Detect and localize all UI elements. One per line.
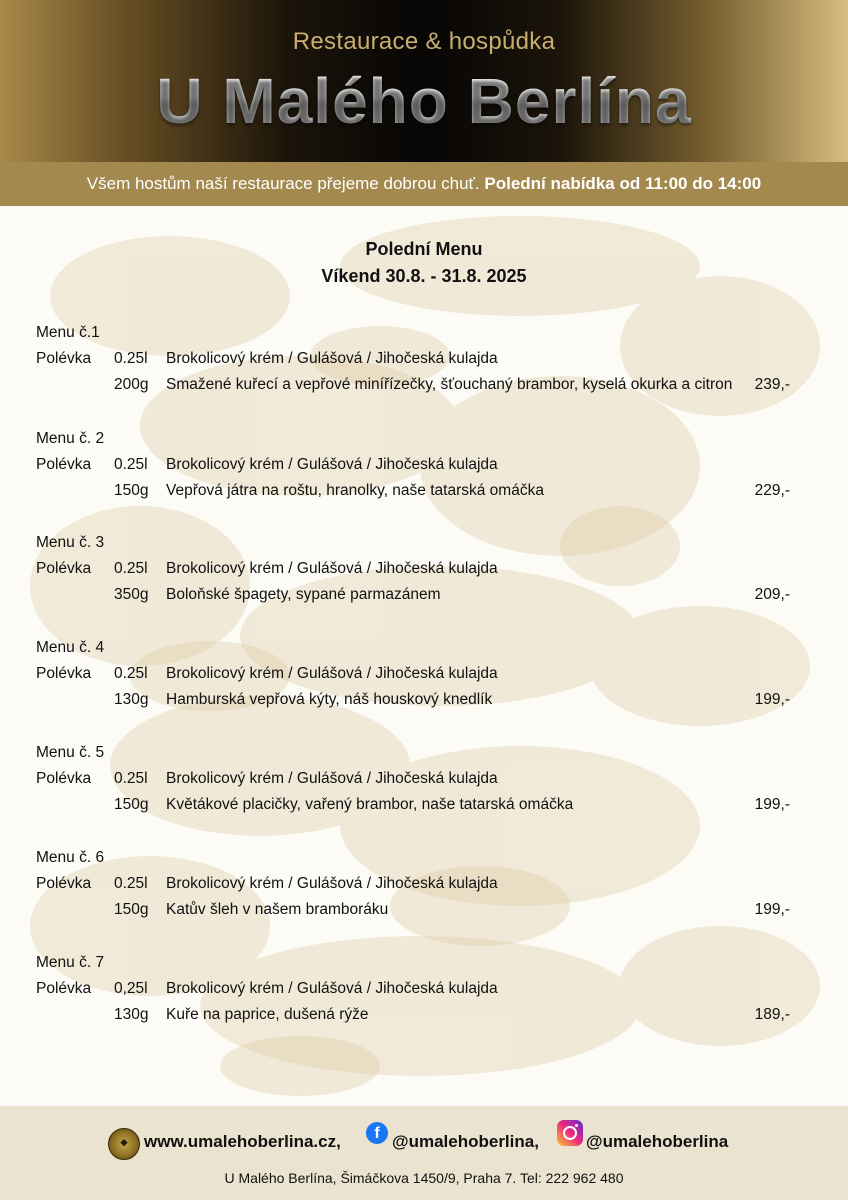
- soup-label: Polévka: [36, 770, 92, 787]
- menu-item: [0, 430, 848, 510]
- soup-options: Brokolicový krém / Gulášová / Jihočeská kulajda: [166, 560, 498, 577]
- main-dish: Hamburská vepřová kýty, náš houskový knedlík: [166, 691, 493, 708]
- menu-label: Menu č. 6: [36, 849, 105, 866]
- menu-label: Menu č. 3: [36, 534, 105, 551]
- banner-hours: Polední nabídka od 11:00 do 14:00: [484, 174, 762, 193]
- footer: [0, 1106, 848, 1200]
- menu-label: Menu č. 2: [36, 430, 105, 447]
- main-quantity: 200g: [114, 376, 149, 393]
- main-quantity: 150g: [114, 796, 149, 813]
- main-row: [0, 901, 848, 923]
- soup-options: Brokolicový krém / Gulášová / Jihočeská kulajda: [166, 350, 498, 367]
- soup-quantity: 0.25l: [114, 770, 148, 787]
- restaurant-logo-icon: ◆: [108, 1128, 140, 1160]
- menu-heading: [0, 236, 848, 290]
- instagram-icon[interactable]: [557, 1120, 583, 1146]
- facebook-icon[interactable]: f: [366, 1122, 388, 1144]
- footer-contacts: [108, 1120, 768, 1156]
- soup-quantity: 0.25l: [114, 456, 148, 473]
- price: 199,-: [754, 796, 790, 813]
- main-quantity: 130g: [114, 691, 149, 708]
- soup-options: Brokolicový krém / Gulášová / Jihočeská kulajda: [166, 665, 498, 682]
- facebook-handle[interactable]: @umalehoberlina,: [392, 1132, 539, 1151]
- restaurant-title: U Malého Berlína: [0, 64, 848, 138]
- price: 189,-: [754, 1006, 790, 1023]
- menu-heading-date: Víkend 30.8. - 31.8. 2025: [321, 266, 527, 286]
- soup-row: [0, 770, 848, 792]
- main-quantity: 130g: [114, 1006, 149, 1023]
- main-dish: Květákové placičky, vařený brambor, naše tatarská omáčka: [166, 796, 574, 813]
- soup-label: Polévka: [36, 665, 92, 682]
- soup-row: [0, 456, 848, 478]
- instagram-handle[interactable]: @umalehoberlina: [586, 1132, 729, 1151]
- header: [0, 0, 848, 162]
- menu-heading-title: Polední Menu: [365, 239, 483, 259]
- soup-row: [0, 350, 848, 372]
- menu-label: Menu č. 4: [36, 639, 105, 656]
- soup-options: Brokolicový krém / Gulášová / Jihočeská kulajda: [166, 875, 498, 892]
- soup-label: Polévka: [36, 875, 92, 892]
- soup-row: [0, 980, 848, 1002]
- soup-label: Polévka: [36, 980, 92, 997]
- soup-options: Brokolicový krém / Gulášová / Jihočeská kulajda: [166, 980, 498, 997]
- price: 229,-: [754, 482, 790, 499]
- soup-quantity: 0,25l: [114, 980, 148, 997]
- main-dish: Vepřová játra na roštu, hranolky, naše tatarská omáčka: [166, 482, 544, 499]
- menu-label: Menu č.1: [36, 324, 100, 341]
- soup-row: [0, 665, 848, 687]
- greeting-banner: [0, 162, 848, 206]
- soup-quantity: 0.25l: [114, 560, 148, 577]
- menu-label: Menu č. 5: [36, 744, 105, 761]
- soup-options: Brokolicový krém / Gulášová / Jihočeská kulajda: [166, 770, 498, 787]
- main-dish: Katův šleh v našem bramboráku: [166, 901, 389, 918]
- price: 199,-: [754, 691, 790, 708]
- main-row: [0, 482, 848, 504]
- banner-text: Všem hostům naší restaurace přejeme dobrou chuť.: [86, 174, 485, 193]
- soup-quantity: 0.25l: [114, 665, 148, 682]
- main-quantity: 150g: [114, 901, 149, 918]
- main-dish: Kuře na paprice, dušená rýže: [166, 1006, 369, 1023]
- price: 239,-: [754, 376, 790, 393]
- soup-label: Polévka: [36, 350, 92, 367]
- soup-options: Brokolicový krém / Gulášová / Jihočeská kulajda: [166, 456, 498, 473]
- menu-item: [0, 954, 848, 1034]
- main-row: [0, 691, 848, 713]
- footer-address: U Malého Berlína, Šimáčkova 1450/9, Praha 7. Tel: 222 962 480: [224, 1170, 624, 1186]
- main-dish: Boloňské špagety, sypané parmazánem: [166, 586, 441, 603]
- soup-row: [0, 560, 848, 582]
- soup-quantity: 0.25l: [114, 350, 148, 367]
- menu-item: [0, 324, 848, 404]
- soup-label: Polévka: [36, 560, 92, 577]
- price: 199,-: [754, 901, 790, 918]
- main-dish: Smažené kuřecí a vepřové minířízečky, šťouchaný brambor, kyselá okurka a citron: [166, 376, 733, 393]
- soup-quantity: 0.25l: [114, 875, 148, 892]
- soup-row: [0, 875, 848, 897]
- website-link[interactable]: www.umalehoberlina.cz,: [144, 1132, 341, 1151]
- price: 209,-: [754, 586, 790, 603]
- main-row: [0, 586, 848, 608]
- menu-label: Menu č. 7: [36, 954, 105, 971]
- menu-item: [0, 849, 848, 929]
- menu-item: [0, 744, 848, 824]
- main-row: [0, 376, 848, 398]
- main-quantity: 150g: [114, 482, 149, 499]
- main-quantity: 350g: [114, 586, 149, 603]
- main-row: [0, 796, 848, 818]
- menu-item: [0, 534, 848, 614]
- restaurant-subtitle: Restaurace & hospůdka: [292, 28, 556, 55]
- soup-label: Polévka: [36, 456, 92, 473]
- main-row: [0, 1006, 848, 1028]
- menu-item: [0, 639, 848, 719]
